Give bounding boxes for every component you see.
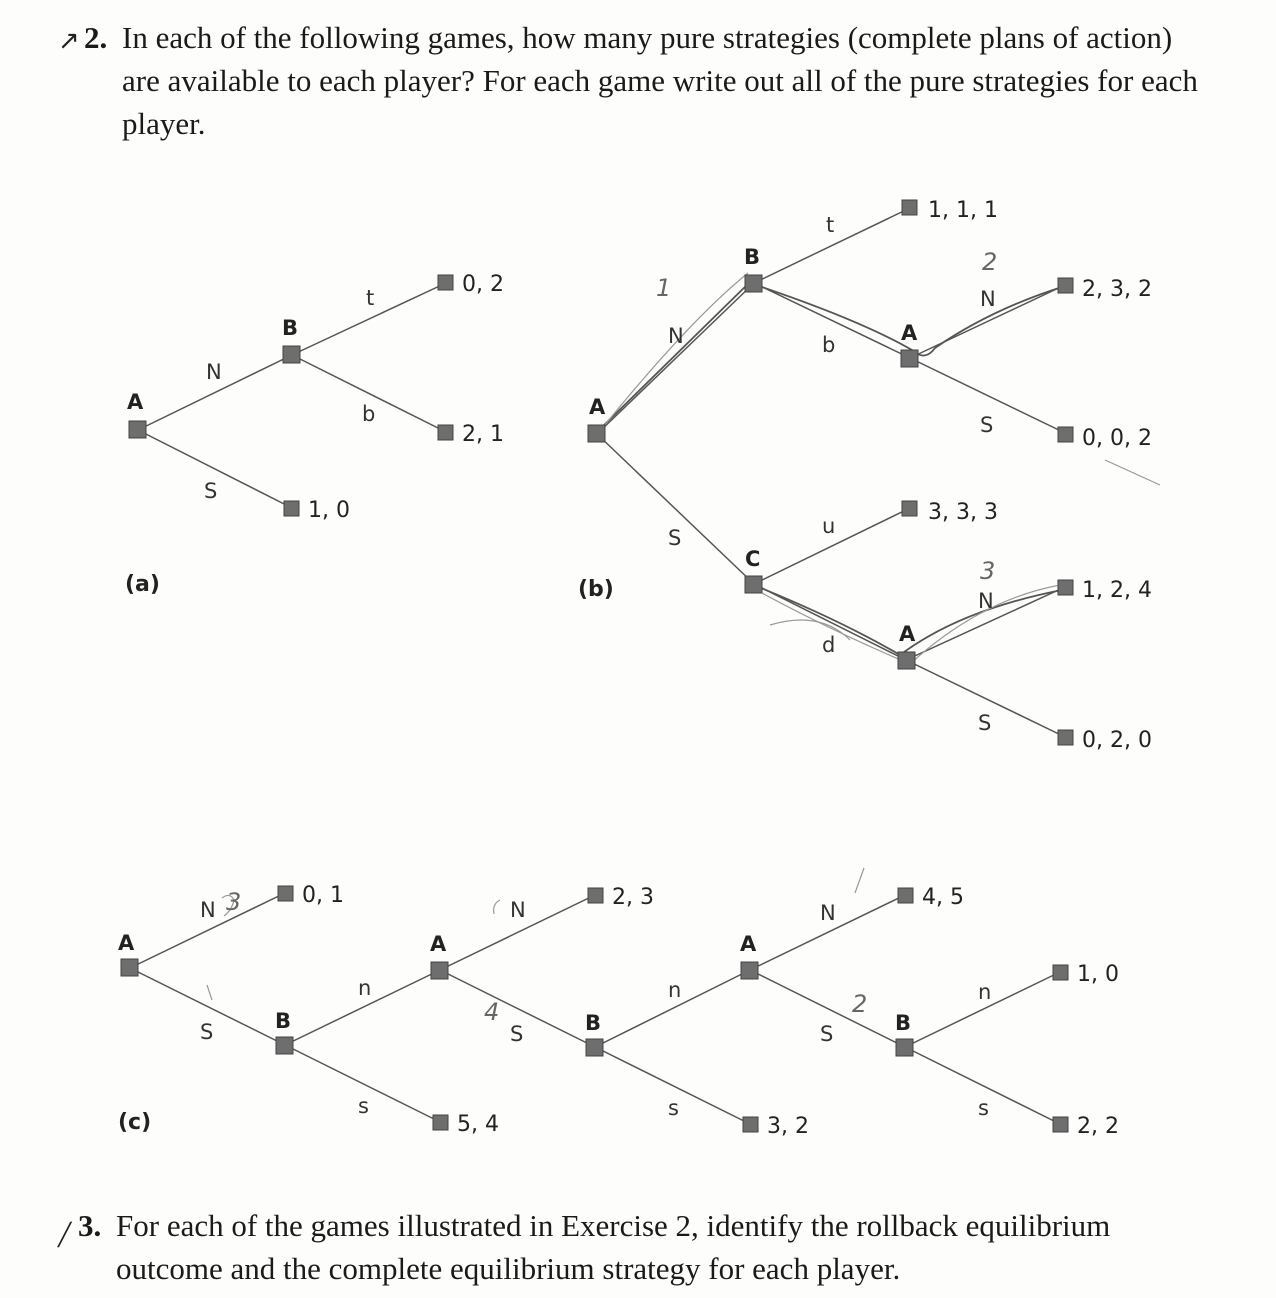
game-c-terminal-3: [588, 888, 603, 903]
game-c-move-A3-S: S: [820, 1022, 834, 1046]
game-c-player-B2: B: [585, 1011, 602, 1035]
game-b-payoff-u: 3, 3, 3: [928, 500, 998, 525]
game-b-player-B: B: [744, 245, 761, 269]
game-b-payoff-A1N: 2, 3, 2: [1082, 277, 1152, 302]
game-a-terminal-b: [438, 425, 453, 440]
game-c-payoff-6: 1, 0: [1077, 962, 1119, 987]
question-number: 3.: [78, 1208, 102, 1243]
game-c-move-B3-n: n: [978, 980, 992, 1004]
game-b-move-b: b: [822, 333, 836, 357]
game-a-node-A: [129, 421, 146, 438]
game-c-payoff-1: 0, 1: [302, 883, 344, 908]
game-b-terminal-A2S: [1058, 730, 1073, 745]
game-a-move-N: N: [206, 360, 222, 384]
game-c-move-A3-N: N: [820, 901, 836, 925]
game-a-payoff-s: 1, 0: [308, 498, 350, 523]
hand-mark-c-3: [855, 868, 864, 893]
game-c-node-B2: [586, 1039, 603, 1056]
game-c-terminal-6: [1053, 965, 1068, 980]
game-b-move-A2-S: S: [978, 711, 992, 735]
game-c-move-B1-n: n: [358, 976, 372, 1000]
game-c-move-B2-n: n: [668, 978, 682, 1002]
game-a-payoff-t: 0, 2: [462, 272, 504, 297]
game-c-move-B3-s: s: [978, 1096, 989, 1120]
hand-trace-b-N: [599, 280, 752, 430]
game-c-move-A1-S: S: [200, 1020, 214, 1044]
game-c-player-A3: A: [740, 932, 757, 956]
game-a-tree: [125, 272, 504, 597]
game-a-player-B: B: [282, 316, 299, 340]
game-a-payoff-b: 2, 1: [462, 422, 504, 447]
game-c-terminal-7: [1053, 1117, 1068, 1132]
game-b-move-A1-S: S: [980, 413, 994, 437]
game-c-node-A1: [121, 959, 138, 976]
game-b-move-S: S: [668, 526, 682, 550]
hand-stroke-b: [1105, 460, 1160, 485]
hand-note-c-1: 3: [226, 888, 242, 916]
game-c-move-B1-s: s: [358, 1094, 369, 1118]
game-a-move-b: b: [362, 402, 376, 426]
game-b-terminal-t: [902, 200, 917, 215]
edge-b-S: [597, 434, 754, 584]
game-b-payoff-t: 1, 1, 1: [928, 198, 998, 223]
game-b-player-A1: A: [901, 321, 918, 345]
game-c-move-B2-s: s: [668, 1096, 679, 1120]
hand-mark-c-2: [494, 900, 500, 914]
game-c-move-A2-S: S: [510, 1022, 524, 1046]
game-b-terminal-u: [902, 501, 917, 516]
game-b-move-A2-N: N: [978, 589, 994, 613]
game-b-terminal-A2N: [1058, 580, 1073, 595]
game-b-move-A1-N: N: [980, 287, 996, 311]
game-c-payoff-5: 4, 5: [922, 885, 964, 910]
hand-note-b-2: 2: [982, 248, 998, 276]
hand-note-c-2: 4: [484, 998, 500, 1026]
game-b-label: (b): [578, 577, 614, 602]
game-c-node-A3: [741, 962, 758, 979]
question-number: 2.: [84, 20, 108, 55]
game-c-player-B1: B: [275, 1009, 292, 1033]
game-a-player-A: A: [127, 390, 144, 414]
game-a-move-S: S: [204, 479, 218, 503]
game-c-payoff-2: 5, 4: [457, 1112, 499, 1137]
game-c-payoff-7: 2, 2: [1077, 1114, 1119, 1139]
game-c-tree: [118, 868, 1119, 1139]
game-b-move-u: u: [822, 514, 836, 538]
game-c-node-A2: [431, 962, 448, 979]
check-mark: ╱: [58, 1223, 72, 1248]
game-c-node-B3: [896, 1039, 913, 1056]
edge-b-N: [597, 283, 754, 434]
game-b-move-d: d: [822, 633, 836, 657]
hand-note-b-3: 3: [980, 557, 996, 585]
game-b-node-C: [745, 576, 762, 593]
game-b-node-B: [745, 275, 762, 292]
game-b-player-A: A: [589, 395, 606, 419]
game-c-label: (c): [118, 1110, 152, 1135]
game-c-move-A1-N: N: [200, 898, 216, 922]
question-text: In each of the following games, how many pure strategies (complete plans of action) are available to each player? For each game write out all of the pure strategies for each player.: [122, 20, 1198, 141]
game-b-node-A2: [898, 652, 915, 669]
hand-note-b-1: 1: [656, 274, 672, 302]
game-b-tree: [578, 198, 1160, 753]
game-a-move-t: t: [366, 286, 375, 310]
game-c-payoff-3: 2, 3: [612, 885, 654, 910]
game-a-terminal-s: [284, 501, 299, 516]
game-c-terminal-5: [898, 888, 913, 903]
game-c-player-A1: A: [118, 931, 135, 955]
game-c-terminal-1: [278, 886, 293, 901]
game-c-node-B1: [276, 1037, 293, 1054]
game-b-terminal-A1S: [1058, 427, 1073, 442]
game-a-label: (a): [125, 572, 160, 597]
game-b-move-t: t: [826, 213, 835, 237]
game-b-player-C: C: [745, 547, 761, 571]
hand-mark-c-4: [207, 985, 212, 1000]
game-b-payoff-A2N: 1, 2, 4: [1082, 578, 1152, 603]
check-mark: ↗: [58, 26, 80, 56]
game-b-payoff-A2S: 0, 2, 0: [1082, 728, 1152, 753]
game-b-player-A2: A: [899, 622, 916, 646]
hand-note-c-3: 2: [852, 990, 868, 1018]
game-c-move-A2-N: N: [510, 898, 526, 922]
game-a-node-B: [283, 346, 300, 363]
question-text: For each of the games illustrated in Exercise 2, identify the rollback equilibrium outcome and the complete equilibrium strategy for each player.: [116, 1208, 1111, 1286]
game-b-move-N: N: [668, 324, 684, 348]
game-b-node-A: [588, 425, 605, 442]
game-c-terminal-2: [433, 1115, 448, 1130]
game-c-player-A2: A: [430, 932, 447, 956]
game-a-terminal-t: [438, 275, 453, 290]
game-c-player-B3: B: [895, 1011, 912, 1035]
game-b-payoff-A1S: 0, 0, 2: [1082, 426, 1152, 451]
game-b-node-A1: [901, 350, 918, 367]
game-c-terminal-4: [743, 1117, 758, 1132]
game-c-payoff-4: 3, 2: [767, 1114, 809, 1139]
game-b-terminal-A1N: [1058, 278, 1073, 293]
